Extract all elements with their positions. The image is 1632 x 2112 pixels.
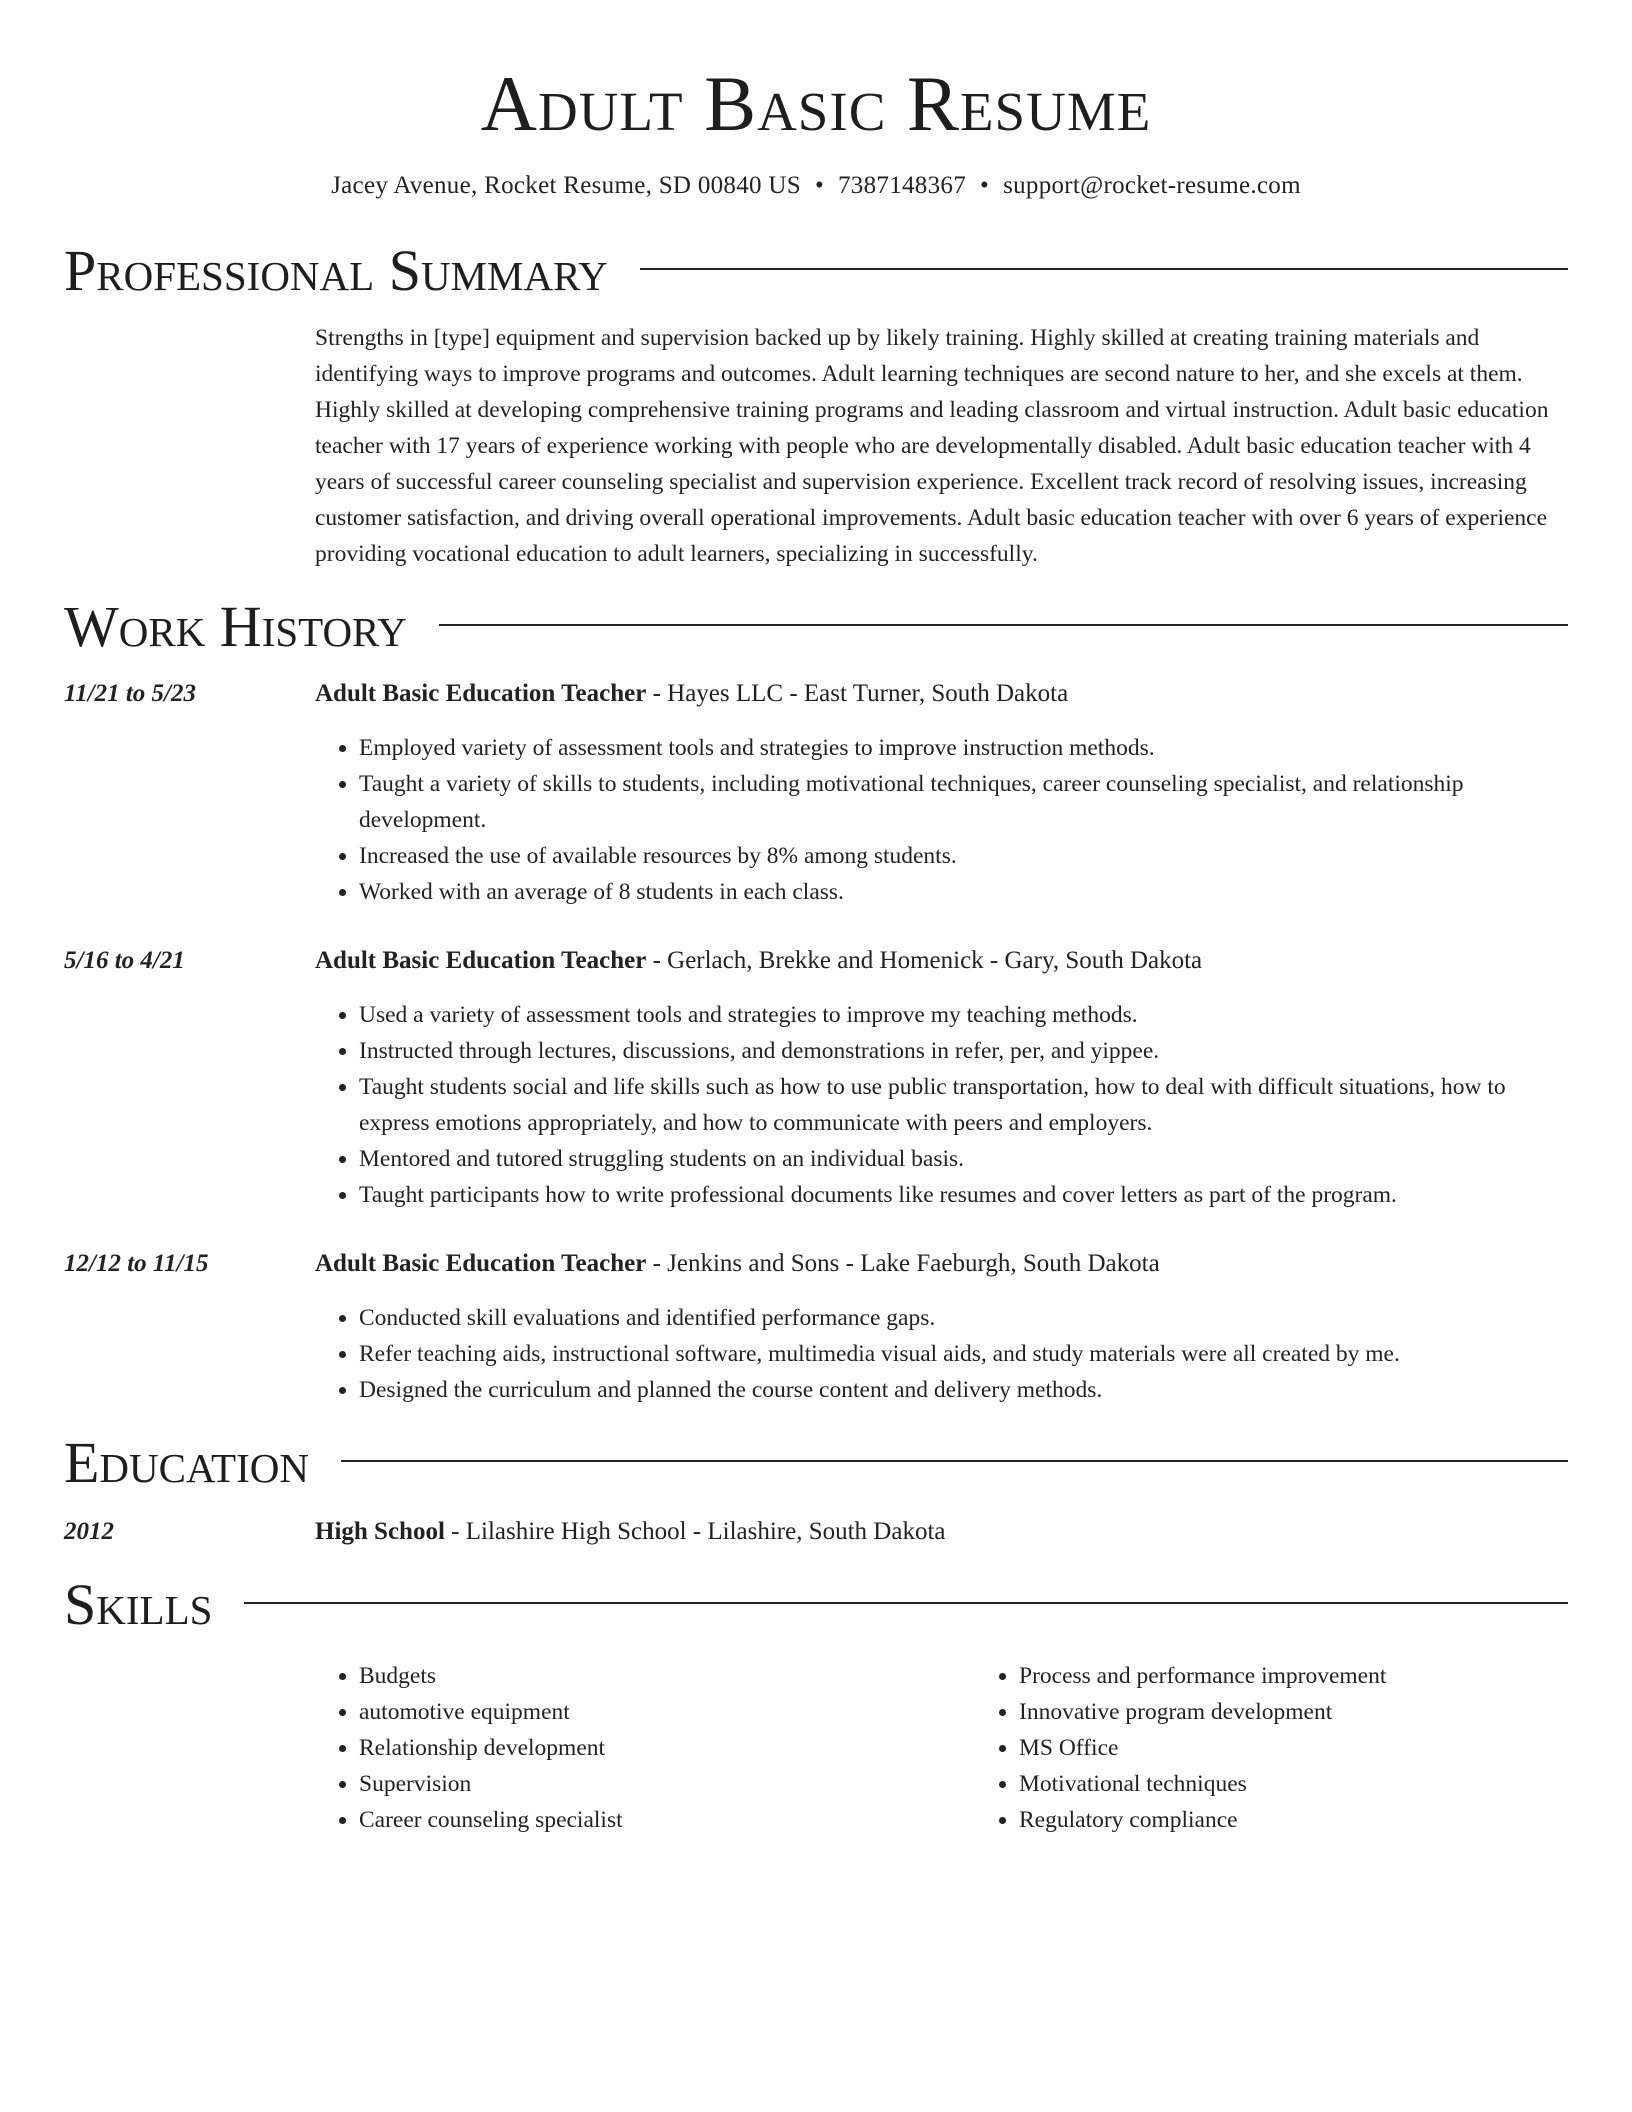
skills-list-right — [975, 1658, 1632, 1838]
list-item: • Employed variety of assessment tools and strategies to improve instruction methods. — [359, 730, 1568, 766]
skill-item: • Career counseling specialist — [359, 1802, 975, 1838]
summary-text: Strengths in [type] equipment and supervision backed up by likely training. Highly skilled at creating training materials and identifying ways to improve programs and outcomes. Adult learning techniques are second nature to her, and she excels at them. Highly skilled at developing comprehensive training programs and leading classroom and virtual instruction. Adult basic education teacher with 17 years of experience working with people who are developmentally disabled. Adult basic education teacher with 4 years of successful career counseling specialist and supervision experience. Excellent track record of resolving issues, increasing customer satisfaction, and driving overall operational improvements. Adult basic education teacher with over 6 years of experience providing vocational education to adult learners, specializing in successfully. — [315, 325, 1549, 567]
job-dates: 11/21 to 5/23 — [64, 680, 196, 707]
education-year: 2012 — [64, 1518, 114, 1545]
list-item: • Increased the use of available resources by 8% among students. — [359, 838, 1568, 874]
resume-title: Adult Basic Resume — [480, 60, 1152, 147]
education-entry — [64, 1514, 1568, 1550]
job-header — [315, 676, 1568, 712]
summary-section-header — [64, 240, 1568, 302]
skills-list-left — [315, 1658, 975, 1838]
job-title: Adult Basic Education Teacher — [315, 947, 647, 974]
list-item: • Refer teaching aids, instructional software, multimedia visual aids, and study materials were all created by me. — [359, 1336, 1568, 1372]
skill-item: • Supervision — [359, 1766, 975, 1802]
job-employer: - Gerlach, Brekke and Homenick - Gary, South Dakota — [646, 947, 1203, 974]
skills-spacer — [64, 1658, 315, 1838]
work-heading: Work History — [64, 594, 407, 659]
contact-separator: • — [980, 172, 990, 199]
section-divider — [439, 624, 1568, 626]
job-duties-list — [315, 1300, 1568, 1408]
contact-line — [64, 170, 1568, 202]
list-item: • Worked with an average of 8 students in each class. — [359, 874, 1568, 910]
skill-item: • automotive equipment — [359, 1694, 975, 1730]
contact-address: Jacey Avenue, Rocket Resume, SD 00840 US — [331, 172, 801, 199]
education-section-header — [64, 1432, 1568, 1494]
education-details — [315, 1514, 1568, 1550]
skill-item: • Innovative program development — [1019, 1694, 1632, 1730]
job-dates: 12/12 to 11/15 — [64, 1250, 209, 1277]
skill-item: • Budgets — [359, 1658, 975, 1694]
list-item: • Used a variety of assessment tools and strategies to improve my teaching methods. — [359, 997, 1568, 1033]
list-item: • Taught a variety of skills to students, including motivational techniques, career counseling specialist, and relationship development. — [359, 766, 1568, 838]
skill-item: • Regulatory compliance — [1019, 1802, 1632, 1838]
skills-row — [64, 1658, 1568, 1838]
list-item: • Taught students social and life skills such as how to use public transportation, how to deal with difficult situations, how to express emotions appropriately, and how to communicate with peers and employers. — [359, 1069, 1568, 1141]
skill-item: • Motivational techniques — [1019, 1766, 1632, 1802]
skills-columns — [315, 1658, 1632, 1838]
list-item: • Mentored and tutored struggling students on an individual basis. — [359, 1141, 1568, 1177]
skills-section-header — [64, 1574, 1568, 1636]
skills-heading: Skills — [64, 1572, 213, 1637]
education-school: - Lilashire High School - Lilashire, South Dakota — [444, 1518, 946, 1545]
job-title: Adult Basic Education Teacher — [315, 1250, 647, 1277]
job-entry — [64, 676, 1568, 910]
job-employer: - Hayes LLC - East Turner, South Dakota — [646, 680, 1069, 707]
job-header — [315, 1246, 1568, 1282]
resume-page — [64, 0, 1568, 1838]
summary-spacer — [64, 320, 315, 572]
section-divider — [640, 268, 1568, 270]
contact-phone: 7387148367 — [838, 172, 966, 199]
education-degree: High School — [315, 1518, 445, 1545]
job-entry — [64, 943, 1568, 1213]
skill-item: • Process and performance improvement — [1019, 1658, 1632, 1694]
skill-item: • Relationship development — [359, 1730, 975, 1766]
contact-email: support@rocket-resume.com — [1003, 172, 1301, 199]
skill-item: • MS Office — [1019, 1730, 1632, 1766]
education-heading: Education — [64, 1430, 309, 1495]
list-item: • Instructed through lectures, discussions, and demonstrations in refer, per, and yippee. — [359, 1033, 1568, 1069]
list-item: • Conducted skill evaluations and identified performance gaps. — [359, 1300, 1568, 1336]
list-item: • Taught participants how to write professional documents like resumes and cover letters as part of the program. — [359, 1177, 1568, 1213]
section-divider — [341, 1460, 1568, 1462]
job-header — [315, 943, 1568, 979]
contact-separator: • — [814, 172, 824, 199]
job-duties-list — [315, 997, 1568, 1213]
list-item: • Designed the curriculum and planned the course content and delivery methods. — [359, 1372, 1568, 1408]
summary-row — [64, 320, 1568, 572]
job-entry — [64, 1246, 1568, 1408]
job-dates: 5/16 to 4/21 — [64, 947, 185, 974]
summary-heading: Professional Summary — [64, 238, 608, 303]
job-title: Adult Basic Education Teacher — [315, 680, 647, 707]
work-section-header — [64, 596, 1568, 658]
job-employer: - Jenkins and Sons - Lake Faeburgh, South Dakota — [646, 1250, 1160, 1277]
job-duties-list — [315, 730, 1568, 910]
section-divider — [244, 1602, 1568, 1604]
